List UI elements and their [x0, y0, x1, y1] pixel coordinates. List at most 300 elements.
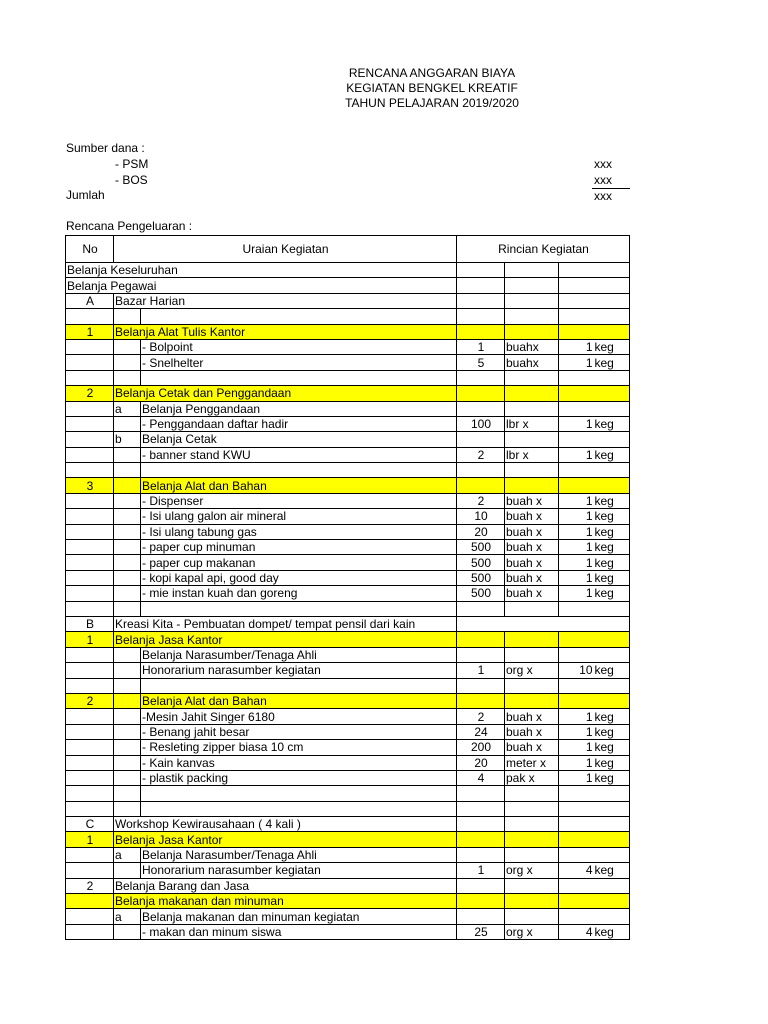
row-unit: lbr x [505, 447, 559, 462]
row-quantity: 5 [457, 355, 505, 370]
row-number: 2 [66, 386, 114, 401]
row-quantity [457, 678, 505, 693]
row-frequency: 1 [559, 540, 594, 555]
row-unit [505, 632, 559, 647]
row-unit: buah x [505, 509, 559, 524]
row-quantity: 1 [457, 863, 505, 878]
table-row [66, 909, 630, 924]
row-frequency: 1 [559, 586, 594, 601]
row-frequency-unit [594, 293, 630, 308]
table-row [66, 678, 630, 693]
row-number [66, 524, 114, 539]
row-frequency [559, 832, 594, 847]
row-quantity: 20 [457, 524, 505, 539]
row-frequency-unit [594, 678, 630, 693]
row-description [141, 463, 457, 478]
rencana-pengeluaran-label: Rencana Pengeluaran : [66, 219, 193, 233]
row-description: Belanja Alat dan Bahan [141, 693, 457, 708]
row-frequency [559, 632, 594, 647]
row-rincian-empty [457, 616, 630, 631]
row-unit: buah x [505, 540, 559, 555]
row-frequency [559, 478, 594, 493]
row-number [66, 601, 114, 616]
table-row [66, 478, 630, 493]
row-frequency-unit [594, 817, 630, 832]
row-sub-letter [114, 370, 141, 385]
table-row [66, 555, 630, 570]
row-number: 1 [66, 832, 114, 847]
row-frequency-unit [594, 263, 630, 278]
row-sub-letter: a [114, 847, 141, 862]
row-sub-letter [114, 339, 141, 354]
row-heading: Belanja Jasa Kantor [114, 632, 457, 647]
row-number [66, 678, 114, 693]
row-number: 2 [66, 693, 114, 708]
row-heading: Belanja Jasa Kantor [114, 832, 457, 847]
row-frequency-unit: keg [594, 924, 630, 939]
row-heading: Kreasi Kita - Pembuatan dompet/ tempat pensil dari kain [114, 616, 457, 631]
row-sub-letter [114, 770, 141, 785]
header-no: No [66, 236, 114, 263]
row-sub-letter [114, 647, 141, 662]
row-description: - Snelhelter [141, 355, 457, 370]
table-row [66, 586, 630, 601]
row-number [66, 309, 114, 324]
row-sub-letter: a [114, 909, 141, 924]
row-quantity: 2 [457, 493, 505, 508]
row-frequency-unit: keg [594, 570, 630, 585]
header-uraian: Uraian Kegiatan [114, 236, 457, 263]
row-quantity [457, 370, 505, 385]
row-frequency-unit: keg [594, 586, 630, 601]
row-description: - Isi ulang tabung gas [141, 524, 457, 539]
table-row [66, 863, 630, 878]
row-sub-letter [114, 540, 141, 555]
row-sub-letter [114, 709, 141, 724]
row-unit: org x [505, 663, 559, 678]
row-frequency-unit: keg [594, 740, 630, 755]
row-number [66, 401, 114, 416]
table-row [66, 339, 630, 354]
row-frequency [559, 263, 594, 278]
row-quantity [457, 817, 505, 832]
row-frequency-unit [594, 801, 630, 816]
row-unit [505, 801, 559, 816]
row-frequency [559, 894, 594, 909]
row-unit [505, 832, 559, 847]
row-frequency: 1 [559, 755, 594, 770]
row-frequency: 1 [559, 770, 594, 785]
row-frequency: 4 [559, 863, 594, 878]
row-unit [505, 909, 559, 924]
row-sub-letter [114, 555, 141, 570]
row-quantity: 100 [457, 416, 505, 431]
bos-value: xxx [594, 173, 612, 187]
table-row [66, 786, 630, 801]
table-row [66, 432, 630, 447]
row-unit [505, 324, 559, 339]
row-unit [505, 386, 559, 401]
table-row [66, 324, 630, 339]
bos-label: - BOS [115, 173, 148, 187]
row-description: - Penggandaan daftar hadir [141, 416, 457, 431]
row-number [66, 770, 114, 785]
row-frequency-unit: keg [594, 663, 630, 678]
table-row [66, 924, 630, 939]
row-heading: Bazar Harian [114, 293, 457, 308]
table-row [66, 724, 630, 739]
row-heading: Workshop Kewirausahaan ( 4 kali ) [114, 817, 457, 832]
row-description: Belanja Narasumber/Tenaga Ahli [141, 647, 457, 662]
row-number [66, 370, 114, 385]
row-quantity [457, 601, 505, 616]
row-description: Belanja Narasumber/Tenaga Ahli [141, 847, 457, 862]
row-quantity [457, 324, 505, 339]
row-number [66, 447, 114, 462]
row-heading: Belanja Barang dan Jasa [114, 878, 457, 893]
row-description: - Benang jahit besar [141, 724, 457, 739]
row-quantity: 25 [457, 924, 505, 939]
row-frequency: 1 [559, 740, 594, 755]
row-quantity [457, 894, 505, 909]
row-frequency-unit [594, 601, 630, 616]
row-quantity: 500 [457, 540, 505, 555]
header-rincian: Rincian Kegiatan [457, 236, 630, 263]
row-frequency [559, 601, 594, 616]
row-description [141, 678, 457, 693]
row-description: - Dispenser [141, 493, 457, 508]
row-frequency-unit: keg [594, 709, 630, 724]
row-number [66, 416, 114, 431]
row-sub-letter [114, 724, 141, 739]
table-row [66, 463, 630, 478]
row-frequency [559, 309, 594, 324]
table-row [66, 832, 630, 847]
row-unit [505, 693, 559, 708]
row-frequency-unit [594, 894, 630, 909]
row-heading: Belanja makanan dan minuman [114, 894, 457, 909]
row-unit: buah x [505, 524, 559, 539]
row-quantity: 10 [457, 509, 505, 524]
table-row [66, 416, 630, 431]
psm-label: - PSM [115, 157, 149, 171]
row-description: - plastik packing [141, 770, 457, 785]
row-sub-letter [114, 524, 141, 539]
row-number [66, 801, 114, 816]
row-frequency-unit: keg [594, 416, 630, 431]
row-quantity: 4 [457, 770, 505, 785]
table-row [66, 493, 630, 508]
row-number: 1 [66, 632, 114, 647]
row-quantity: 500 [457, 586, 505, 601]
row-sub-letter [114, 863, 141, 878]
row-description [141, 601, 457, 616]
table-row [66, 847, 630, 862]
row-description: - paper cup minuman [141, 540, 457, 555]
row-frequency: 1 [559, 555, 594, 570]
row-number [66, 755, 114, 770]
row-unit: meter x [505, 755, 559, 770]
row-frequency: 1 [559, 570, 594, 585]
row-unit: buahx [505, 339, 559, 354]
row-frequency [559, 293, 594, 308]
row-description [141, 801, 457, 816]
row-unit [505, 678, 559, 693]
row-description: - Isi ulang galon air mineral [141, 509, 457, 524]
row-description: - Resleting zipper biasa 10 cm [141, 740, 457, 755]
table-row [66, 309, 630, 324]
row-unit [505, 601, 559, 616]
row-frequency-unit: keg [594, 724, 630, 739]
table-row [66, 693, 630, 708]
row-sub-letter [114, 924, 141, 939]
row-number [66, 647, 114, 662]
row-unit [505, 309, 559, 324]
row-quantity [457, 647, 505, 662]
row-quantity: 2 [457, 709, 505, 724]
row-sub-letter [114, 309, 141, 324]
table-row [66, 755, 630, 770]
table-row [66, 278, 630, 293]
row-sub-letter [114, 447, 141, 462]
row-description: - kopi kapal api, good day [141, 570, 457, 585]
table-row [66, 540, 630, 555]
jumlah-label: Jumlah [66, 188, 105, 202]
row-quantity: 1 [457, 663, 505, 678]
row-unit [505, 847, 559, 862]
row-frequency: 1 [559, 524, 594, 539]
row-number [66, 355, 114, 370]
row-unit: buah x [505, 570, 559, 585]
row-frequency-unit [594, 401, 630, 416]
table-row [66, 447, 630, 462]
table-row [66, 740, 630, 755]
jumlah-value: xxx [594, 189, 612, 203]
row-description: Belanja Penggandaan [141, 401, 457, 416]
row-number [66, 863, 114, 878]
doc-title-line3: TAHUN PELAJARAN 2019/2020 [345, 96, 519, 110]
row-description: Honorarium narasumber kegiatan [141, 663, 457, 678]
row-frequency-unit [594, 432, 630, 447]
table-row [66, 386, 630, 401]
row-unit [505, 432, 559, 447]
row-frequency-unit [594, 478, 630, 493]
row-number [66, 847, 114, 862]
row-quantity: 1 [457, 339, 505, 354]
row-frequency-unit: keg [594, 339, 630, 354]
row-quantity: 500 [457, 555, 505, 570]
row-number: 2 [66, 878, 114, 893]
row-number [66, 909, 114, 924]
row-frequency-unit: keg [594, 355, 630, 370]
table-row [66, 878, 630, 893]
row-unit: buah x [505, 740, 559, 755]
row-frequency-unit [594, 878, 630, 893]
row-number [66, 463, 114, 478]
row-quantity [457, 693, 505, 708]
row-number: C [66, 817, 114, 832]
row-quantity [457, 632, 505, 647]
row-unit: lbr x [505, 416, 559, 431]
row-unit [505, 263, 559, 278]
row-number [66, 924, 114, 939]
row-description: Belanja Alat dan Bahan [141, 478, 457, 493]
row-frequency: 4 [559, 924, 594, 939]
row-frequency: 10 [559, 663, 594, 678]
row-unit [505, 817, 559, 832]
row-frequency-unit [594, 370, 630, 385]
row-quantity [457, 801, 505, 816]
row-unit: org x [505, 924, 559, 939]
row-description [141, 786, 457, 801]
table-row [66, 770, 630, 785]
row-frequency-unit [594, 693, 630, 708]
row-unit [505, 894, 559, 909]
row-number [66, 586, 114, 601]
row-quantity [457, 463, 505, 478]
row-sub-letter [114, 463, 141, 478]
row-number: 1 [66, 324, 114, 339]
row-sub-letter: a [114, 401, 141, 416]
table-row [66, 709, 630, 724]
row-sub-letter [114, 570, 141, 585]
row-quantity [457, 786, 505, 801]
row-frequency-unit: keg [594, 509, 630, 524]
row-sub-letter [114, 509, 141, 524]
row-quantity [457, 909, 505, 924]
row-frequency [559, 817, 594, 832]
row-frequency [559, 909, 594, 924]
row-frequency-unit: keg [594, 447, 630, 462]
row-quantity [457, 386, 505, 401]
table-row [66, 355, 630, 370]
row-unit: buah x [505, 493, 559, 508]
row-frequency-unit: keg [594, 770, 630, 785]
row-number [66, 740, 114, 755]
row-frequency-unit [594, 786, 630, 801]
row-number [66, 540, 114, 555]
row-description: - banner stand KWU [141, 447, 457, 462]
row-description [141, 370, 457, 385]
row-description: - Bolpoint [141, 339, 457, 354]
row-sub-letter [114, 601, 141, 616]
doc-title-line1: RENCANA ANGGARAN BIAYA [348, 66, 516, 80]
row-frequency [559, 370, 594, 385]
row-quantity [457, 878, 505, 893]
row-number: B [66, 616, 114, 631]
row-frequency [559, 386, 594, 401]
row-frequency [559, 878, 594, 893]
row-frequency-unit [594, 909, 630, 924]
row-frequency [559, 847, 594, 862]
row-unit: buah x [505, 586, 559, 601]
row-frequency [559, 801, 594, 816]
row-sub-letter [114, 801, 141, 816]
row-unit [505, 370, 559, 385]
table-row [66, 263, 630, 278]
row-unit: buah x [505, 724, 559, 739]
table-row [66, 524, 630, 539]
row-frequency: 1 [559, 355, 594, 370]
table-row [66, 663, 630, 678]
row-number [66, 555, 114, 570]
row-frequency-unit: keg [594, 555, 630, 570]
row-number [66, 724, 114, 739]
table-row [66, 632, 630, 647]
table-row [66, 801, 630, 816]
row-frequency-unit [594, 309, 630, 324]
row-description [141, 309, 457, 324]
row-frequency-unit [594, 832, 630, 847]
row-unit [505, 463, 559, 478]
row-description: Belanja makanan dan minuman kegiatan [141, 909, 457, 924]
table-row [66, 647, 630, 662]
row-quantity: 20 [457, 755, 505, 770]
row-frequency-unit [594, 847, 630, 862]
row-quantity [457, 293, 505, 308]
row-frequency-unit [594, 463, 630, 478]
row-heading: Belanja Pegawai [66, 278, 457, 293]
row-unit: org x [505, 863, 559, 878]
row-number [66, 432, 114, 447]
row-quantity [457, 847, 505, 862]
row-quantity: 500 [457, 570, 505, 585]
row-unit [505, 786, 559, 801]
row-frequency-unit: keg [594, 755, 630, 770]
row-quantity [457, 478, 505, 493]
row-unit [505, 478, 559, 493]
row-unit [505, 647, 559, 662]
row-description: Honorarium narasumber kegiatan [141, 863, 457, 878]
row-number [66, 786, 114, 801]
row-frequency: 1 [559, 339, 594, 354]
row-frequency-unit [594, 632, 630, 647]
row-sub-letter: b [114, 432, 141, 447]
row-quantity [457, 401, 505, 416]
row-frequency: 1 [559, 447, 594, 462]
table-row [66, 401, 630, 416]
row-frequency [559, 647, 594, 662]
row-frequency-unit [594, 278, 630, 293]
row-frequency: 1 [559, 493, 594, 508]
row-description: -Mesin Jahit Singer 6180 [141, 709, 457, 724]
row-frequency [559, 693, 594, 708]
row-unit [505, 278, 559, 293]
row-description: - makan dan minum siswa [141, 924, 457, 939]
row-number [66, 894, 114, 909]
row-number [66, 570, 114, 585]
table-row [66, 601, 630, 616]
row-sub-letter [114, 786, 141, 801]
row-frequency-unit: keg [594, 524, 630, 539]
row-frequency-unit: keg [594, 493, 630, 508]
psm-value: xxx [594, 157, 612, 171]
table-row [66, 370, 630, 385]
row-quantity [457, 278, 505, 293]
row-quantity [457, 432, 505, 447]
row-sub-letter [114, 693, 141, 708]
row-frequency: 1 [559, 416, 594, 431]
row-frequency [559, 432, 594, 447]
table-row [66, 817, 630, 832]
row-frequency-unit [594, 647, 630, 662]
row-unit: buah x [505, 709, 559, 724]
row-frequency [559, 278, 594, 293]
row-quantity: 200 [457, 740, 505, 755]
row-number [66, 493, 114, 508]
row-frequency-unit: keg [594, 863, 630, 878]
row-sub-letter [114, 493, 141, 508]
